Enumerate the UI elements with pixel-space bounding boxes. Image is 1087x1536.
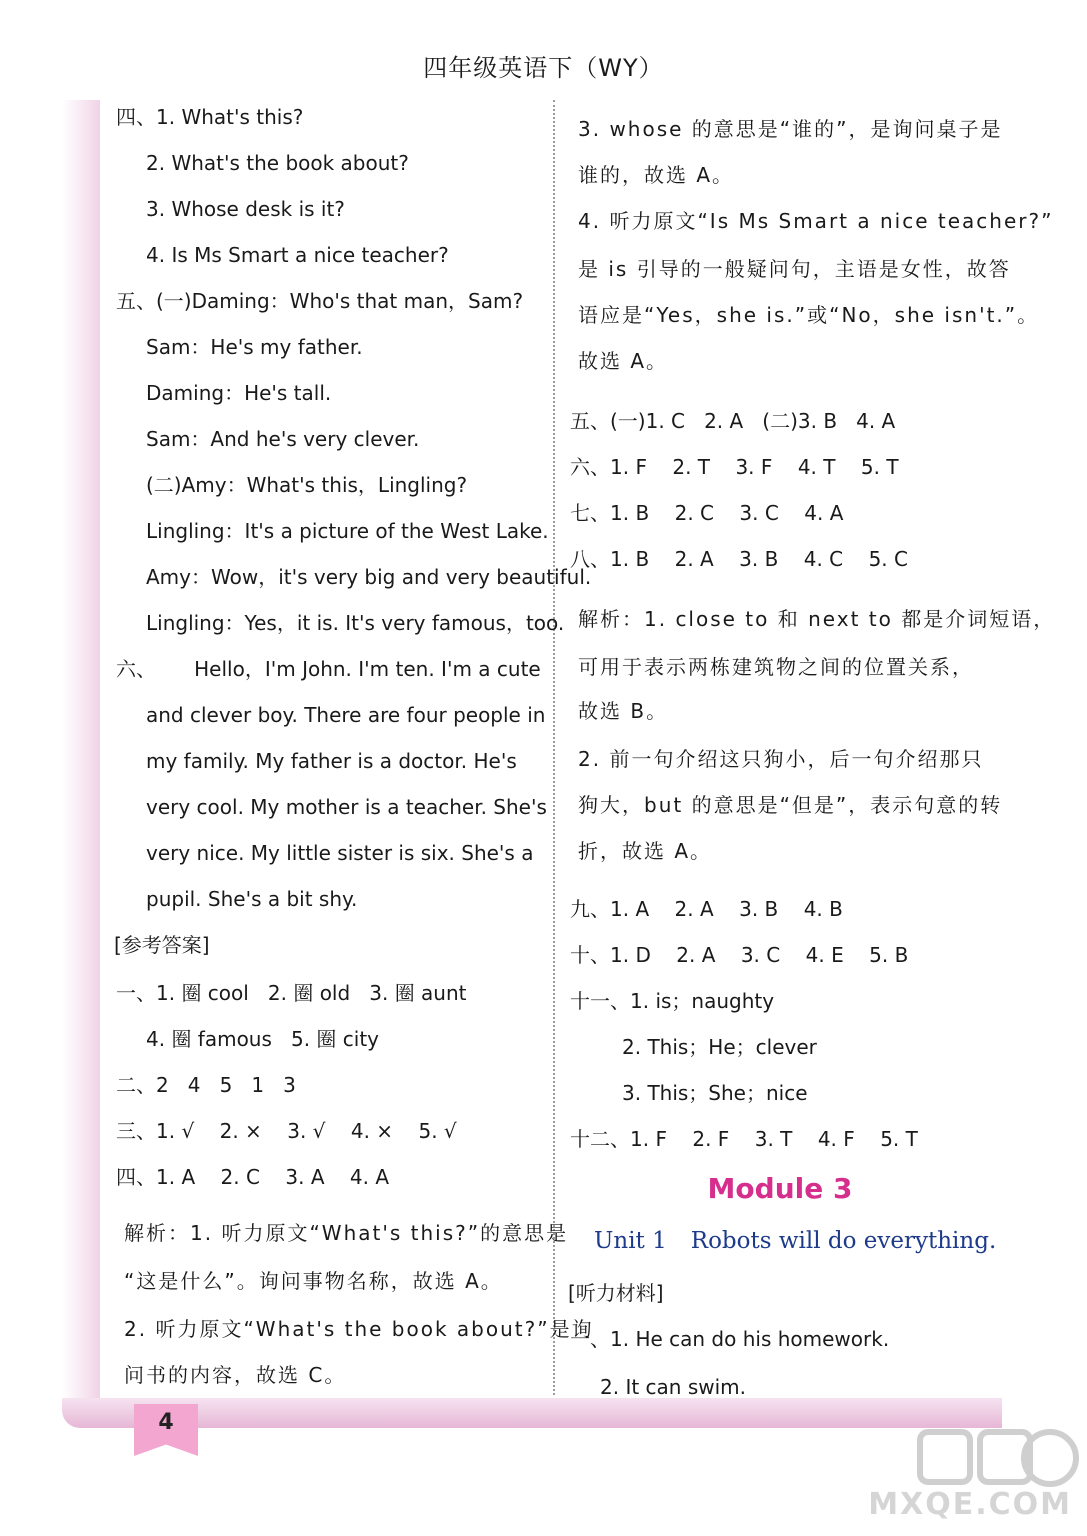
text-line: 七、1. B 2. C 3. C 4. A [570,501,844,525]
text-line: pupil. She's a bit shy. [146,887,358,911]
text-line: (二)Amy：What's this，Lingling? [146,473,468,497]
text-line: 3. Whose desk is it? [146,197,345,221]
text-line: 3. whose 的意思是“谁的”，是询问桌子是 [578,117,1003,141]
text-line: 四、1. What's this? [116,105,304,129]
text-line: 十、1. D 2. A 3. C 4. E 5. B [570,943,909,967]
text-line: and clever boy. There are four people in [146,703,546,727]
text-line: 六、1. F 2. T 3. F 4. T 5. T [570,455,899,479]
text-line: 十二、1. F 2. F 3. T 4. F 5. T [570,1127,918,1151]
text-line: 4. Is Ms Smart a nice teacher? [146,243,449,267]
text-line: 五、(一)Daming：Who's that man，Sam? [116,289,524,313]
text-line: Lingling：Yes，it is. It's very famous，too. [146,611,565,635]
text-line: 3. This；She；nice [622,1081,808,1105]
module-heading: Module 3 [707,1172,853,1205]
text-line: 谁的，故选 A。 [578,163,735,187]
text-line: 九、1. A 2. A 3. B 4. B [570,897,843,921]
page-number: 4 [158,1410,174,1435]
text-line: “这是什么”。询问事物名称，故选 A。 [124,1269,503,1293]
text-line: 四、1. A 2. C 3. A 4. A [116,1165,390,1189]
text-line: 故选 B。 [578,699,669,723]
text-line: my family. My father is a doctor. He's [146,749,517,773]
text-line: 十一、1. is；naughty [570,989,775,1013]
text-line: Sam：And he's very clever. [146,427,420,451]
unit-heading [594,1228,1020,1254]
text-line: 解析：1. close to 和 next to 都是介词短语， [578,607,1056,631]
text-line: Sam：He's my father. [146,335,363,359]
footer-band [62,1398,1002,1428]
answer-key-heading: [参考答案] [114,933,210,957]
text-line: Daming：He's tall. [146,381,332,405]
text-line: 二、2 4 5 1 3 [116,1073,296,1097]
left-margin-decoration [62,100,100,1420]
unit-label: Unit 1 [594,1228,667,1254]
text-line: Amy：Wow，it's very big and very beautiful. [146,565,592,589]
text-line: 问书的内容，故选 C。 [124,1363,347,1387]
text-line: 一、1. He can do his homework. [570,1327,890,1351]
watermark-logo [868,1418,1080,1528]
text-line: 八、1. B 2. A 3. B 4. C 5. C [570,547,908,571]
text-line: very cool. My mother is a teacher. She's [146,795,547,819]
text-line: 2. What's the book about? [146,151,409,175]
text-line: 是 is 引导的一般疑问句，主语是女性，故答 [578,257,1011,281]
text-line: 4. 圈 famous 5. 圈 city [146,1027,380,1051]
text-line: 2. This；He；clever [622,1035,817,1059]
text-line: 解析：1. 听力原文“What's this?”的意思是 [124,1221,569,1245]
text-line: 三、1. √ 2. × 3. √ 4. × 5. √ [116,1119,457,1143]
column-divider [553,100,555,1395]
text-line: 一、1. 圈 cool 2. 圈 old 3. 圈 aunt [116,981,467,1005]
text-line: 狗大，but 的意思是“但是”，表示句意的转 [578,793,1003,817]
text-line: 故选 A。 [578,349,669,373]
unit-title: Robots will do everything. [690,1228,997,1254]
text-line: very nice. My little sister is six. She's a [146,841,534,865]
text-line: 2. 前一句介绍这只狗小，后一句介绍那只 [578,747,984,771]
text-line: 2. It can swim. [600,1375,746,1399]
page-header-title: 四年级英语下（WY） [423,54,664,82]
text-line: 五、(一)1. C 2. A (二)3. B 4. A [570,409,896,433]
text-line: 4. 听力原文“Is Ms Smart a nice teacher?” [578,209,1054,233]
text-line: 折，故选 A。 [578,839,713,863]
text-line: Lingling：It's a picture of the West Lake. [146,519,549,543]
text-line: 六、 Hello，I'm John. I'm ten. I'm a cute [116,657,541,681]
listening-material-heading: [听力材料] [568,1281,664,1305]
text-line: 可用于表示两栋建筑物之间的位置关系， [578,655,974,679]
text-line: 语应是“Yes，she is.”或“No，she isn't.”。 [578,303,1040,327]
text-line: 2. 听力原文“What's the book about?”是询 [124,1317,594,1341]
watermark-text: MXQE.COM [868,1487,1072,1522]
